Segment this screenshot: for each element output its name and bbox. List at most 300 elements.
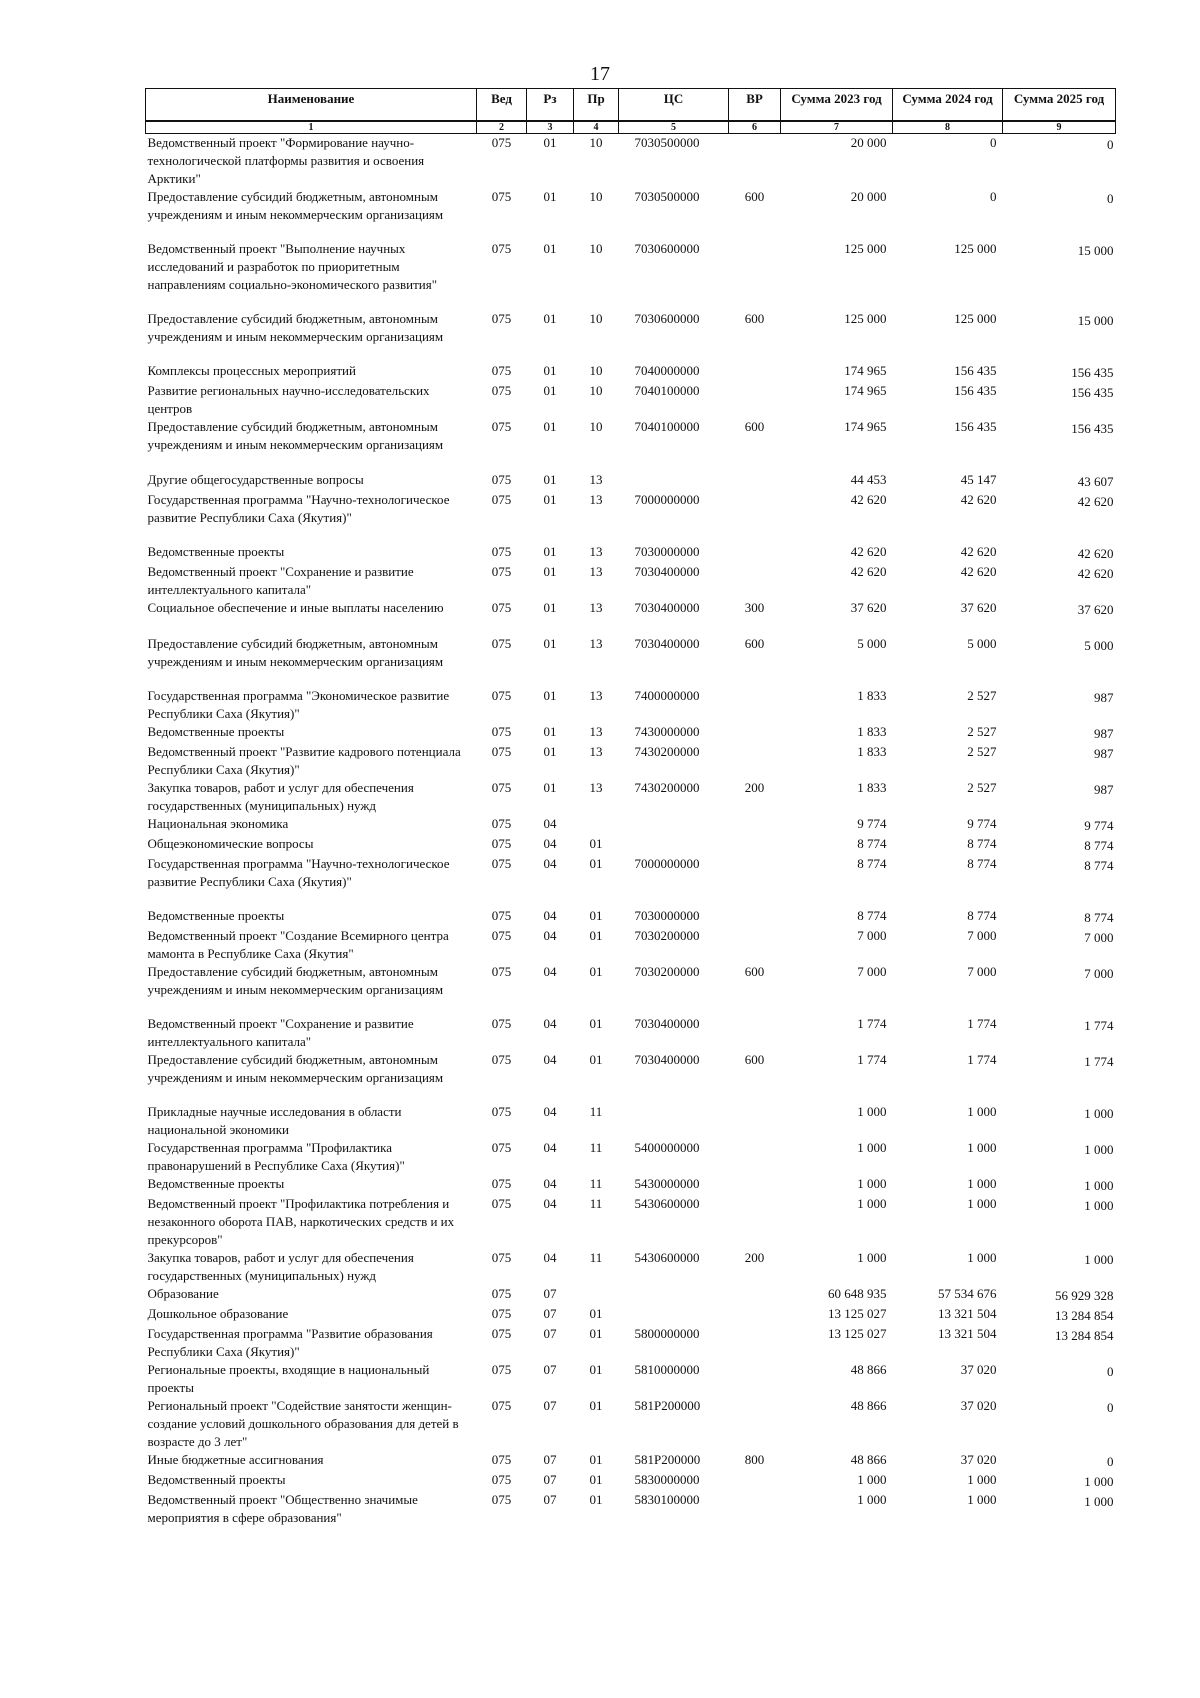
row-name: Ведомственные проекты (147, 1176, 285, 1191)
row-cs: 5800000000 (634, 1326, 700, 1341)
row-sum-2023: 1 000 (857, 1492, 887, 1507)
row-rz: 01 (543, 472, 557, 487)
row-vr (729, 743, 781, 779)
row-pr: 01 (589, 1362, 603, 1377)
row-sum-2025: 56 929 328 (1055, 1288, 1114, 1303)
row-ved: 075 (491, 856, 512, 871)
row-sum-2024: 57 534 676 (938, 1286, 997, 1301)
row-sum-2025: 15 000 (1077, 313, 1114, 328)
table-row (146, 1285, 1116, 1305)
row-vr (729, 471, 781, 491)
row-vr (729, 1361, 781, 1397)
row-name: Предоставление субсидий бюджетным, автономным учреждениям и иным некоммерческим организациям (147, 964, 444, 997)
row-rz: 04 (543, 816, 557, 831)
row-vr (729, 1491, 781, 1527)
row-sum-2024: 8 774 (967, 908, 997, 923)
row-ved: 075 (491, 1326, 512, 1341)
table-row (146, 563, 1116, 599)
row-rz: 01 (543, 544, 557, 559)
row-sum-2023: 1 833 (857, 780, 887, 795)
row-sum-2024: 13 321 504 (938, 1306, 997, 1321)
row-sum-2023: 42 620 (850, 492, 887, 507)
row-pr: 11 (589, 1176, 603, 1191)
row-sum-2025: 42 620 (1077, 546, 1114, 561)
table-row (146, 835, 1116, 855)
row-rz: 07 (543, 1492, 557, 1507)
row-sum-2025: 987 (1094, 690, 1114, 705)
header-rz: Рз (527, 89, 574, 122)
row-sum-2025: 37 620 (1077, 602, 1114, 617)
row-cs: 7000000000 (634, 856, 700, 871)
row-sum-2025: 1 000 (1084, 1142, 1114, 1157)
row-rz: 04 (543, 928, 557, 943)
row-vr (729, 687, 781, 723)
table-row (146, 927, 1116, 963)
row-sum-2023: 1 000 (857, 1140, 887, 1155)
row-rz: 04 (543, 1196, 557, 1211)
row-ved: 075 (491, 1250, 512, 1265)
row-pr: 01 (589, 856, 603, 871)
row-ved: 075 (491, 688, 512, 703)
row-sum-2025: 1 774 (1084, 1054, 1114, 1069)
row-name: Ведомственный проект "Общественно значимые мероприятия в сфере образования" (147, 1492, 418, 1525)
row-name: Предоставление субсидий бюджетным, автономным учреждениям и иным некоммерческим организациям (147, 189, 444, 222)
column-number: 4 (574, 121, 619, 134)
row-cs: 7030000000 (634, 544, 700, 559)
row-sum-2025: 156 435 (1071, 421, 1114, 436)
row-name: Ведомственный проекты (147, 1472, 286, 1487)
row-sum-2024: 1 000 (967, 1104, 997, 1119)
row-vr (729, 815, 781, 835)
row-ved: 075 (491, 1492, 512, 1507)
header-name: Наименование (146, 89, 477, 122)
row-rz: 07 (543, 1306, 557, 1321)
row-sum-2024: 156 435 (954, 383, 997, 398)
row-vr (729, 1103, 781, 1139)
row-name: Ведомственный проект "Выполнение научных исследований и разработок по приоритетным направлениям социально-экономического развития" (147, 241, 438, 292)
row-rz: 07 (543, 1362, 557, 1377)
table-row (146, 855, 1116, 907)
row-pr (574, 1285, 619, 1305)
row-pr: 13 (589, 492, 603, 507)
row-sum-2023: 5 000 (857, 636, 887, 651)
row-cs (619, 815, 729, 835)
table-row (146, 907, 1116, 927)
row-vr (729, 1015, 781, 1051)
row-sum-2024: 1 000 (967, 1196, 997, 1211)
row-sum-2025: 13 284 854 (1055, 1308, 1114, 1323)
row-ved: 075 (491, 1052, 512, 1067)
row-vr (729, 1325, 781, 1361)
row-pr: 10 (589, 311, 603, 326)
row-ved: 075 (491, 780, 512, 795)
row-sum-2024: 1 000 (967, 1492, 997, 1507)
row-pr: 10 (589, 189, 603, 204)
row-vr: 600 (744, 1052, 765, 1067)
row-cs: 581P200000 (634, 1452, 701, 1467)
row-pr: 10 (589, 383, 603, 398)
row-cs: 7030400000 (634, 564, 700, 579)
header-sum-2023: Сумма 2023 год (781, 89, 893, 122)
row-vr (729, 1175, 781, 1195)
row-pr: 01 (589, 1492, 603, 1507)
row-sum-2024: 1 774 (967, 1016, 997, 1031)
row-rz: 01 (543, 780, 557, 795)
row-ved: 075 (491, 636, 512, 651)
row-cs: 7430000000 (634, 724, 700, 739)
row-sum-2023: 42 620 (850, 564, 887, 579)
table-header (146, 89, 1116, 134)
row-pr: 13 (589, 636, 603, 651)
row-sum-2023: 1 774 (857, 1016, 887, 1031)
row-ved: 075 (491, 1452, 512, 1467)
row-ved: 075 (491, 724, 512, 739)
row-sum-2023: 8 774 (857, 836, 887, 851)
row-cs: 5810000000 (634, 1362, 700, 1377)
row-ved: 075 (491, 600, 512, 615)
header-ved: Вед (477, 89, 527, 122)
row-ved: 075 (491, 1196, 512, 1211)
row-sum-2025: 1 000 (1084, 1252, 1114, 1267)
row-sum-2025: 7 000 (1084, 966, 1114, 981)
row-pr: 01 (589, 1306, 603, 1321)
row-sum-2025: 42 620 (1077, 494, 1114, 509)
row-rz: 01 (543, 383, 557, 398)
column-number: 8 (893, 121, 1003, 134)
row-sum-2025: 1 000 (1084, 1198, 1114, 1213)
row-vr (729, 927, 781, 963)
row-rz: 04 (543, 964, 557, 979)
row-sum-2025: 1 000 (1084, 1474, 1114, 1489)
row-sum-2024: 156 435 (954, 419, 997, 434)
row-sum-2024: 7 000 (967, 964, 997, 979)
row-sum-2025: 8 774 (1084, 858, 1114, 873)
row-name: Государственная программа "Научно-технологическое развитие Республики Саха (Якутия)" (147, 492, 450, 525)
table-row (146, 1491, 1116, 1527)
row-name: Региональные проекты, входящие в национальный проекты (147, 1362, 430, 1395)
row-ved: 075 (491, 472, 512, 487)
row-sum-2025: 987 (1094, 746, 1114, 761)
row-sum-2024: 37 020 (960, 1398, 997, 1413)
row-ved: 075 (491, 1104, 512, 1119)
row-sum-2023: 125 000 (844, 241, 887, 256)
row-cs: 7030600000 (634, 311, 700, 326)
column-number: 5 (619, 121, 729, 134)
row-name: Ведомственные проекты (147, 908, 285, 923)
row-sum-2025: 0 (1107, 1454, 1114, 1469)
row-name: Развитие региональных научно-исследовательских центров (147, 383, 430, 416)
row-vr: 600 (744, 964, 765, 979)
row-vr (729, 491, 781, 543)
table-row (146, 543, 1116, 563)
row-vr (729, 1305, 781, 1325)
row-sum-2023: 8 774 (857, 856, 887, 871)
row-sum-2024: 125 000 (954, 241, 997, 256)
row-sum-2023: 9 774 (857, 816, 887, 831)
row-sum-2023: 20 000 (850, 135, 887, 150)
row-sum-2024: 8 774 (967, 836, 997, 851)
budget-table (145, 88, 1116, 1527)
row-cs: 7040100000 (634, 419, 700, 434)
row-ved: 075 (491, 964, 512, 979)
row-sum-2023: 174 965 (844, 383, 887, 398)
row-sum-2023: 48 866 (850, 1398, 887, 1413)
row-pr: 11 (589, 1250, 603, 1265)
row-pr (574, 815, 619, 835)
row-sum-2023: 13 125 027 (828, 1306, 887, 1321)
row-sum-2024: 1 000 (967, 1250, 997, 1265)
row-vr (729, 134, 781, 189)
row-rz: 04 (543, 1140, 557, 1155)
row-pr: 10 (589, 363, 603, 378)
row-cs: 7430200000 (634, 780, 700, 795)
row-cs: 7030000000 (634, 908, 700, 923)
row-rz: 01 (543, 363, 557, 378)
column-number: 3 (527, 121, 574, 134)
table-row (146, 418, 1116, 471)
row-name: Образование (147, 1286, 219, 1301)
row-sum-2023: 8 774 (857, 908, 887, 923)
row-name: Государственная программа "Профилактика правонарушений в Республике Саха (Якутия)" (147, 1140, 405, 1173)
row-sum-2024: 7 000 (967, 928, 997, 943)
table-row (146, 188, 1116, 240)
row-vr (729, 1471, 781, 1491)
row-pr: 13 (589, 688, 603, 703)
row-name: Предоставление субсидий бюджетным, автономным учреждениям и иным некоммерческим организациям (147, 311, 444, 344)
row-cs: 7430200000 (634, 744, 700, 759)
row-name: Национальная экономика (147, 816, 289, 831)
row-sum-2023: 48 866 (850, 1362, 887, 1377)
row-vr (729, 240, 781, 310)
row-sum-2025: 0 (1107, 1364, 1114, 1379)
row-name: Ведомственный проект "Профилактика потребления и незаконного оборота ПАВ, наркотических средств и их прекурсоров" (147, 1196, 455, 1247)
row-vr (729, 543, 781, 563)
row-pr: 01 (589, 1452, 603, 1467)
table-row (146, 362, 1116, 382)
table-row (146, 963, 1116, 1015)
row-sum-2025: 0 (1107, 191, 1114, 206)
row-sum-2024: 2 527 (967, 780, 997, 795)
row-rz: 01 (543, 311, 557, 326)
row-sum-2023: 1 000 (857, 1104, 887, 1119)
row-rz: 07 (543, 1326, 557, 1341)
column-number: 7 (781, 121, 893, 134)
budget-table-container (145, 88, 1115, 1527)
row-ved: 075 (491, 564, 512, 579)
row-vr: 200 (744, 780, 765, 795)
row-ved: 075 (491, 1306, 512, 1321)
row-pr: 11 (589, 1196, 603, 1211)
row-sum-2025: 1 000 (1084, 1106, 1114, 1121)
row-name: Государственная программа "Научно-технологическое развитие Республики Саха (Якутия)" (147, 856, 450, 889)
row-sum-2024: 37 020 (960, 1452, 997, 1467)
row-sum-2025: 5 000 (1084, 638, 1114, 653)
row-name: Прикладные научные исследования в области национальной экономики (147, 1104, 402, 1137)
row-cs (619, 1103, 729, 1139)
row-name: Региональный проект "Содействие занятости женщин-создание условий дошкольного образования для детей в возрасте до 3 лет" (147, 1398, 459, 1449)
row-pr: 13 (589, 472, 603, 487)
table-row (146, 687, 1116, 723)
table-row (146, 471, 1116, 491)
row-sum-2023: 37 620 (850, 600, 887, 615)
row-rz: 04 (543, 1250, 557, 1265)
row-vr: 600 (744, 189, 765, 204)
row-rz: 07 (543, 1286, 557, 1301)
row-vr: 600 (744, 311, 765, 326)
header-vr: ВР (729, 89, 781, 122)
row-sum-2024: 0 (990, 135, 997, 150)
row-sum-2024: 2 527 (967, 688, 997, 703)
row-cs: 5430000000 (634, 1176, 700, 1191)
row-rz: 07 (543, 1452, 557, 1467)
row-vr (729, 1195, 781, 1249)
row-sum-2023: 1 833 (857, 688, 887, 703)
row-name: Общеэкономические вопросы (147, 836, 314, 851)
row-ved: 075 (491, 189, 512, 204)
column-number: 2 (477, 121, 527, 134)
row-sum-2023: 60 648 935 (828, 1286, 887, 1301)
row-name: Ведомственный проект "Создание Всемирного центра мамонта в Республике Саха (Якутия" (147, 928, 449, 961)
row-name: Ведомственные проекты (147, 544, 285, 559)
table-row (146, 723, 1116, 743)
row-pr: 13 (589, 600, 603, 615)
table-row (146, 1051, 1116, 1103)
row-pr: 11 (589, 1104, 603, 1119)
table-row (146, 1451, 1116, 1471)
row-sum-2023: 1 000 (857, 1176, 887, 1191)
row-pr: 13 (589, 564, 603, 579)
column-number-row (146, 121, 1116, 134)
row-sum-2024: 1 000 (967, 1472, 997, 1487)
row-sum-2025: 0 (1107, 137, 1114, 152)
row-pr: 01 (589, 928, 603, 943)
row-sum-2025: 8 774 (1084, 838, 1114, 853)
row-name: Предоставление субсидий бюджетным, автономным учреждениям и иным некоммерческим организациям (147, 1052, 444, 1085)
row-pr: 01 (589, 1052, 603, 1067)
row-vr: 600 (744, 419, 765, 434)
row-name: Закупка товаров, работ и услуг для обеспечения государственных (муниципальных) нужд (147, 1250, 414, 1283)
table-row (146, 1305, 1116, 1325)
row-cs: 7000000000 (634, 492, 700, 507)
row-ved: 075 (491, 492, 512, 507)
row-rz: 01 (543, 564, 557, 579)
row-ved: 075 (491, 816, 512, 831)
row-sum-2023: 174 965 (844, 419, 887, 434)
row-rz: 07 (543, 1398, 557, 1413)
row-sum-2023: 1 833 (857, 724, 887, 739)
column-number: 1 (146, 121, 477, 134)
row-ved: 075 (491, 928, 512, 943)
row-cs: 7030200000 (634, 928, 700, 943)
table-row (146, 1361, 1116, 1397)
row-sum-2025: 13 284 854 (1055, 1328, 1114, 1343)
row-vr (729, 1285, 781, 1305)
row-cs: 581P200000 (634, 1398, 701, 1413)
row-name: Социальное обеспечение и иные выплаты населению (147, 600, 444, 615)
row-vr (729, 1139, 781, 1175)
row-pr: 01 (589, 1398, 603, 1413)
row-rz: 07 (543, 1472, 557, 1487)
row-sum-2024: 0 (990, 189, 997, 204)
table-row (146, 1139, 1116, 1175)
row-sum-2023: 1 833 (857, 744, 887, 759)
row-vr: 600 (744, 636, 765, 651)
row-pr: 01 (589, 1326, 603, 1341)
row-ved: 075 (491, 419, 512, 434)
row-rz: 01 (543, 744, 557, 759)
row-sum-2024: 45 147 (960, 472, 997, 487)
table-row (146, 240, 1116, 310)
row-rz: 01 (543, 492, 557, 507)
row-rz: 01 (543, 189, 557, 204)
row-name: Предоставление субсидий бюджетным, автономным учреждениям и иным некоммерческим организациям (147, 419, 444, 452)
row-cs: 5430600000 (634, 1196, 700, 1211)
row-pr: 01 (589, 836, 603, 851)
row-rz: 04 (543, 1104, 557, 1119)
row-ved: 075 (491, 1362, 512, 1377)
row-cs: 5830000000 (634, 1472, 700, 1487)
header-pr: Пр (574, 89, 619, 122)
row-rz: 01 (543, 724, 557, 739)
row-sum-2024: 42 620 (960, 492, 997, 507)
row-ved: 075 (491, 1472, 512, 1487)
row-cs: 7400000000 (634, 688, 700, 703)
row-cs: 7030200000 (634, 964, 700, 979)
row-name: Ведомственный проект "Сохранение и развитие интеллектуального капитала" (147, 1016, 414, 1049)
row-cs: 7030400000 (634, 600, 700, 615)
table-row (146, 1397, 1116, 1451)
row-cs: 7030500000 (634, 189, 700, 204)
row-cs (619, 471, 729, 491)
row-pr: 01 (589, 908, 603, 923)
row-sum-2024: 156 435 (954, 363, 997, 378)
table-row (146, 1325, 1116, 1361)
row-sum-2025: 987 (1094, 782, 1114, 797)
row-ved: 075 (491, 1398, 512, 1413)
table-row (146, 815, 1116, 835)
row-rz: 04 (543, 1176, 557, 1191)
row-sum-2024: 1 774 (967, 1052, 997, 1067)
row-vr: 800 (744, 1452, 765, 1467)
row-rz: 01 (543, 600, 557, 615)
row-cs: 5430600000 (634, 1250, 700, 1265)
row-name: Государственная программа "Экономическое развитие Республики Саха (Якутия)" (147, 688, 450, 721)
row-sum-2023: 20 000 (850, 189, 887, 204)
row-cs (619, 1305, 729, 1325)
row-ved: 075 (491, 1140, 512, 1155)
row-sum-2024: 125 000 (954, 311, 997, 326)
row-pr: 13 (589, 780, 603, 795)
row-sum-2023: 125 000 (844, 311, 887, 326)
row-sum-2024: 2 527 (967, 724, 997, 739)
row-rz: 04 (543, 1016, 557, 1031)
row-vr (729, 563, 781, 599)
row-vr (729, 855, 781, 907)
row-cs (619, 835, 729, 855)
row-pr: 10 (589, 419, 603, 434)
row-sum-2023: 44 453 (850, 472, 887, 487)
row-sum-2023: 174 965 (844, 363, 887, 378)
table-row (146, 382, 1116, 418)
row-vr (729, 362, 781, 382)
row-sum-2025: 7 000 (1084, 930, 1114, 945)
row-ved: 075 (491, 1286, 512, 1301)
table-row (146, 1175, 1116, 1195)
table-row (146, 635, 1116, 687)
row-rz: 01 (543, 636, 557, 651)
row-ved: 075 (491, 744, 512, 759)
row-cs: 7030600000 (634, 241, 700, 256)
